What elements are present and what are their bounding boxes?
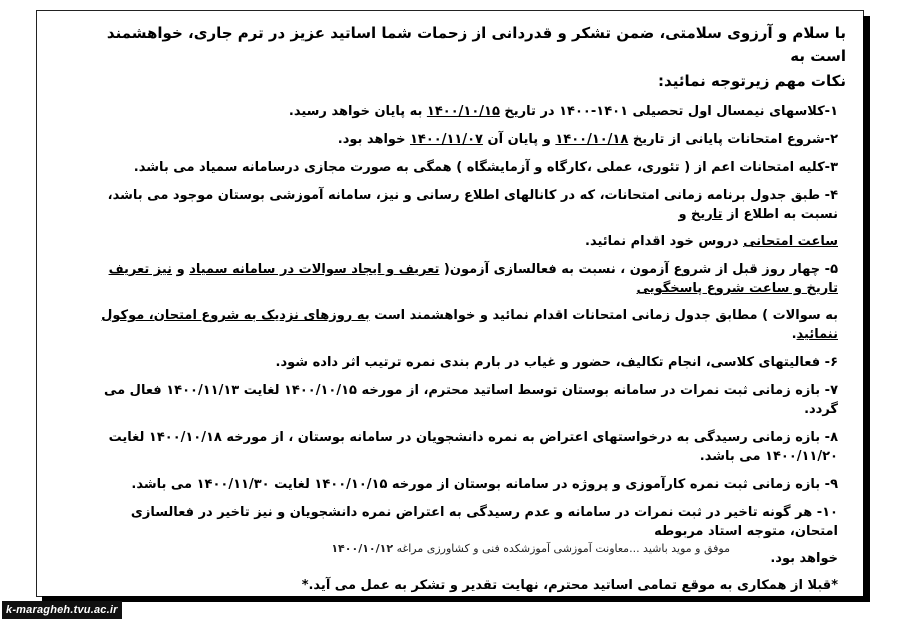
underlined-phrase: ساعت امتحانی [743, 234, 838, 249]
intro-paragraph [98, 22, 846, 93]
notice-item-4: ۴- طبق جدول برنامه زمانی امتحانات، که در کانالهای اطلاع رسانی و نیز، سامانه آموزشی بوستان موجود می باشد، نسبت به اطلاع از تاریخ و ساعت امتحانی دروس خود اقدام نمائید. [107, 188, 838, 249]
underlined-phrase: تعریف و ایجاد سوالات در سامانه سمیاد [189, 262, 440, 277]
underlined-phrase: نیز تعریف تاریخ و ساعت شروع پاسخگویی [108, 262, 838, 296]
notice-body [98, 22, 846, 595]
notice-item-10: ۱۰- هر گونه تاخیر در ثبت نمرات در سامانه و عدم رسیدگی به اعتراض نمره دانشجویان و نیز تاخیر در فعالسازی امتحان، متوجه استاد مربوطه خواهد بود. [130, 505, 838, 566]
notice-item-9: ۹- بازه زمانی ثبت نمره کارآموزی و پروژه در سامانه بوستان از مورخه ۱۴۰۰/۱۰/۱۵ لغایت ۱۴۰۰/۱۱/۳۰ می باشد. [131, 477, 838, 492]
date-underlined: ۱۴۰۰/۱۱/۰۷ [409, 132, 483, 147]
notice-item-3: ۳-کلیه امتحانات اعم از ( تئوری، عملی ،کارگاه و آزمایشگاه ) همگی به صورت مجازی درسامانه سمیاد می باشد. [133, 160, 838, 175]
signature-line [317, 542, 730, 555]
signature-date: ۱۴۰۰/۱۰/۱۲ [331, 542, 394, 555]
signature-text: موفق و موید باشید ...معاونت آموزشی آموزشکده فنی و کشاورزی مراغه [396, 542, 730, 555]
underlined-phrase: تاریخ [691, 207, 723, 222]
intro-line-1: با سلام و آرزوی سلامتی، ضمن تشکر و قدردانی از زحمات شما اساتید عزیز در ترم جاری، خواهشمند است به [106, 24, 846, 65]
site-address-badge: k-maragheh.tvu.ac.ir [2, 601, 122, 619]
intro-line-2: نکات مهم زیرتوجه نمائید: [658, 72, 846, 90]
notice-item-6: ۶- فعالیتهای کلاسی، انجام تکالیف، حضور و غیاب در بارم بندی نمره ترتیب اثر داده شود. [275, 355, 838, 370]
date-underlined: ۱۴۰۰/۱۰/۱۵ [426, 104, 500, 119]
closing-note: *قبلا از همکاری به موقع تمامی اساتید محترم، نهایت تقدیر و تشکر به عمل می آید.* [301, 578, 838, 593]
frame-shadow-bottom [42, 596, 870, 602]
underlined-phrase: به روزهای نزدیک به شروع امتحان، موکول ننمائید [101, 308, 838, 342]
date-underlined: ۱۴۰۰/۱۰/۱۸ [555, 132, 629, 147]
notice-item-1: ۱-کلاسهای نیمسال اول تحصیلی ۱۴۰۱-۱۴۰۰ در تاریخ ۱۴۰۰/۱۰/۱۵ به پایان خواهد رسید. [288, 104, 838, 119]
notice-item-5: ۵- چهار روز قبل از شروع آزمون ، نسبت به فعالسازی آزمون( تعریف و ایجاد سوالات در سامانه سمیاد و نیز تعریف تاریخ و ساعت شروع پاسخگویی به سوالات ) مطابق جدول زمانی امتحانات اقدام نمائید و خواهشمند است به روزهای نزدیک به شروع امتحان، موکول ننمائید. [101, 262, 838, 342]
notice-item-2: ۲-شروع امتحانات پایانی از تاریخ ۱۴۰۰/۱۰/۱۸ و پایان آن ۱۴۰۰/۱۱/۰۷ خواهد بود. [337, 132, 838, 147]
notice-item-8: ۸- بازه زمانی رسیدگی به درخواستهای اعتراض به نمره دانشجویان در سامانه بوستان ، از مورخه ۱۴۰۰/۱۰/۱۸ لغایت ۱۴۰۰/۱۱/۲۰ می باشد. [108, 430, 838, 464]
frame-shadow-right [863, 16, 870, 602]
notice-item-7: ۷- بازه زمانی ثبت نمرات در سامانه بوستان توسط اساتید محترم، از مورخه ۱۴۰۰/۱۰/۱۵ لغایت ۱۴۰۰/۱۱/۱۳ فعال می گردد. [103, 383, 838, 417]
